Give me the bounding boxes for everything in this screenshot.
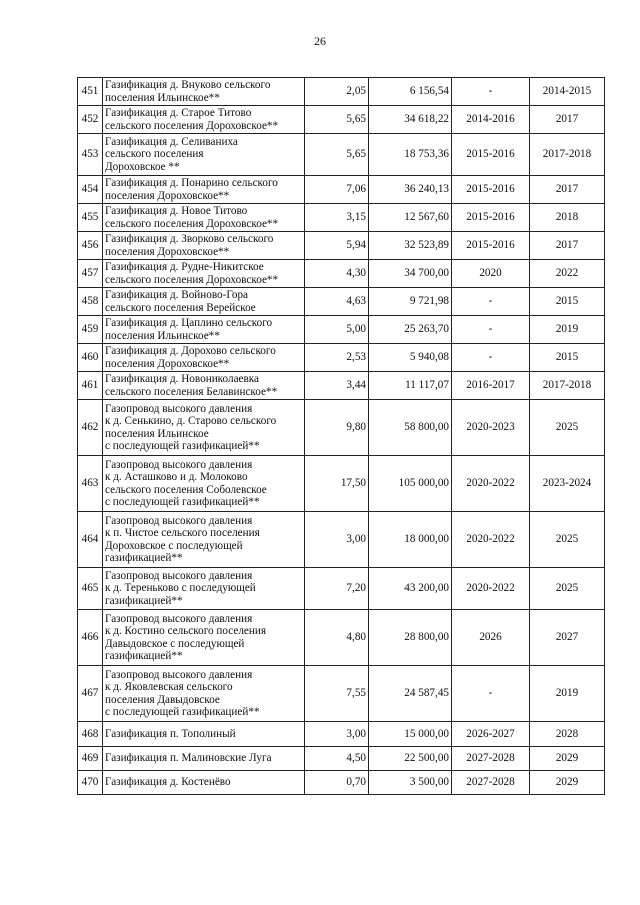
- pipeline-length: 4,80: [305, 610, 369, 666]
- design-period: 2020: [452, 260, 530, 288]
- object-name-line: Дороховское с последующей: [105, 539, 243, 552]
- cost-value: 34 700,00: [369, 260, 452, 288]
- construction-period: 2017-2018: [530, 134, 605, 176]
- construction-period: 2014-2015: [530, 78, 605, 106]
- design-period: 2020-2023: [452, 400, 530, 456]
- design-period: -: [452, 666, 530, 722]
- row-number: 461: [78, 372, 103, 400]
- construction-period: 2029: [530, 771, 605, 795]
- object-name-line: газификацией**: [105, 650, 183, 662]
- construction-period: 2017: [530, 232, 605, 260]
- pipeline-length: 7,20: [305, 568, 369, 610]
- table-row: [78, 78, 605, 106]
- table-row: [78, 512, 605, 568]
- object-name-line: сельского поселения Белавинское**: [105, 385, 278, 398]
- pipeline-length: 4,30: [305, 260, 369, 288]
- design-period: 2016-2017: [452, 372, 530, 400]
- pipeline-length: 0,70: [305, 771, 369, 795]
- pipeline-length: 5,94: [305, 232, 369, 260]
- cost-value: 18 753,36: [369, 134, 452, 176]
- construction-period: 2015: [530, 344, 605, 372]
- object-name-line: Газопровод высокого давления: [105, 668, 253, 681]
- object-name-line: сельского поселения Дороховское**: [105, 273, 279, 286]
- construction-period: 2019: [530, 666, 605, 722]
- row-number: 465: [78, 568, 103, 610]
- object-name: [103, 288, 305, 316]
- cost-value: 36 240,13: [369, 176, 452, 204]
- object-name-line: Газификация д. Внуково сельского: [105, 79, 271, 91]
- row-number: 462: [78, 400, 103, 456]
- gasification-table: [77, 77, 605, 795]
- design-period: -: [452, 316, 530, 344]
- object-name: [103, 134, 305, 176]
- object-name: [103, 78, 305, 106]
- object-name-line: сельского поселения Дороховское**: [105, 217, 279, 230]
- object-name-line: поселения Дороховское**: [105, 357, 230, 370]
- construction-period: 2025: [530, 400, 605, 456]
- cost-value: 24 587,45: [369, 666, 452, 722]
- construction-period: 2029: [530, 747, 605, 771]
- object-name-line: к д. Асташково и д. Молоково: [105, 471, 248, 483]
- object-name-line: Газопровод высокого давления: [105, 402, 253, 415]
- pipeline-length: 17,50: [305, 456, 369, 512]
- design-period: 2014-2016: [452, 106, 530, 134]
- cost-value: 22 500,00: [369, 747, 452, 771]
- design-period: 2026: [452, 610, 530, 666]
- cost-value: 11 117,07: [369, 372, 452, 400]
- construction-period: 2028: [530, 722, 605, 747]
- construction-period: 2015: [530, 288, 605, 316]
- object-name: [103, 260, 305, 288]
- pipeline-length: 7,06: [305, 176, 369, 204]
- construction-period: 2025: [530, 512, 605, 568]
- design-period: -: [452, 78, 530, 106]
- cost-value: 34 618,22: [369, 106, 452, 134]
- pipeline-length: 5,00: [305, 316, 369, 344]
- design-period: 2027-2028: [452, 747, 530, 771]
- row-number: 466: [78, 610, 103, 666]
- design-period: 2015-2016: [452, 232, 530, 260]
- table-row: [78, 400, 605, 456]
- cost-value: 58 800,00: [369, 400, 452, 456]
- object-name: [103, 610, 305, 666]
- table-row: [78, 568, 605, 610]
- row-number: 469: [78, 747, 103, 771]
- pipeline-length: 2,53: [305, 344, 369, 372]
- object-name: [103, 232, 305, 260]
- table-row: [78, 176, 605, 204]
- object-name-line: поселения Ильинское: [105, 427, 209, 440]
- design-period: 2027-2028: [452, 771, 530, 795]
- row-number: 454: [78, 176, 103, 204]
- pipeline-length: 3,15: [305, 204, 369, 232]
- object-name-line: газификацией**: [105, 552, 183, 564]
- object-name-line: к д. Сенькино, д. Старово сельского: [105, 415, 277, 427]
- object-name-line: сельского поселения: [105, 148, 204, 161]
- object-name-line: поселения Давыдовское: [105, 693, 220, 706]
- cost-value: 43 200,00: [369, 568, 452, 610]
- table-row: [78, 344, 605, 372]
- object-name-line: Газификация п. Малиновские Луга: [105, 752, 272, 765]
- design-period: 2026-2027: [452, 722, 530, 747]
- construction-period: 2017-2018: [530, 372, 605, 400]
- object-name-line: Газификация д. Костенёво: [105, 776, 231, 789]
- construction-period: 2022: [530, 260, 605, 288]
- row-number: 453: [78, 134, 103, 176]
- object-name-line: Газификация д. Новониколаевка: [105, 373, 260, 385]
- pipeline-length: 5,65: [305, 106, 369, 134]
- cost-value: 5 940,08: [369, 344, 452, 372]
- construction-period: 2018: [530, 204, 605, 232]
- cost-value: 18 000,00: [369, 512, 452, 568]
- pipeline-length: 9,80: [305, 400, 369, 456]
- row-number: 457: [78, 260, 103, 288]
- object-name-line: Газификация д. Старое Титово: [105, 107, 252, 119]
- construction-period: 2019: [530, 316, 605, 344]
- object-name: [103, 512, 305, 568]
- cost-value: 28 800,00: [369, 610, 452, 666]
- row-number: 455: [78, 204, 103, 232]
- object-name-line: Давыдовское с последующей: [105, 637, 245, 650]
- table-row: [78, 260, 605, 288]
- object-name-line: к д. Тереньково с последующей: [105, 582, 256, 595]
- cost-value: 3 500,00: [369, 771, 452, 795]
- construction-period: 2017: [530, 176, 605, 204]
- object-name: [103, 568, 305, 610]
- design-period: 2015-2016: [452, 134, 530, 176]
- page-number: 26: [314, 34, 326, 48]
- pipeline-length: 5,65: [305, 134, 369, 176]
- object-name-line: с последующей газификацией**: [105, 496, 260, 508]
- design-period: -: [452, 288, 530, 316]
- construction-period: 2023-2024: [530, 456, 605, 512]
- table-row: [78, 106, 605, 134]
- table-row: [78, 610, 605, 666]
- object-name-line: газификацией**: [105, 594, 183, 607]
- row-number: 464: [78, 512, 103, 568]
- object-name-line: Газификация д. Рудне-Никитское: [105, 261, 264, 273]
- object-name-line: Газификация п. Тополиный: [105, 727, 236, 740]
- cost-value: 6 156,54: [369, 78, 452, 106]
- row-number: 452: [78, 106, 103, 134]
- object-name-line: поселения Ильинское**: [105, 91, 220, 104]
- cost-value: 32 523,89: [369, 232, 452, 260]
- object-name-line: Газификация д. Понарино сельского: [105, 177, 278, 189]
- cost-value: 105 000,00: [369, 456, 452, 512]
- object-name: [103, 344, 305, 372]
- row-number: 463: [78, 456, 103, 512]
- object-name-line: Газификация д. Войново-Гора: [105, 289, 249, 301]
- cost-value: 9 721,98: [369, 288, 452, 316]
- row-number: 451: [78, 78, 103, 106]
- pipeline-length: 4,63: [305, 288, 369, 316]
- object-name-line: сельского поселения Соболевское: [105, 483, 267, 496]
- row-number: 458: [78, 288, 103, 316]
- cost-value: 25 263,70: [369, 316, 452, 344]
- object-name: [103, 771, 305, 795]
- object-name-line: сельского поселения Дороховское**: [105, 119, 279, 132]
- design-period: 2015-2016: [452, 204, 530, 232]
- cost-value: 15 000,00: [369, 722, 452, 747]
- cost-value: 12 567,60: [369, 204, 452, 232]
- object-name-line: поселения Ильинское**: [105, 329, 220, 342]
- table-row: [78, 134, 605, 176]
- row-number: 460: [78, 344, 103, 372]
- object-name-line: Газопровод высокого давления: [105, 569, 253, 582]
- row-number: 467: [78, 666, 103, 722]
- design-period: -: [452, 344, 530, 372]
- object-name-line: к д. Яковлевская сельского: [105, 681, 233, 693]
- table-row: [78, 722, 605, 747]
- object-name-line: Дороховское **: [105, 160, 180, 173]
- construction-period: 2027: [530, 610, 605, 666]
- table-row: [78, 316, 605, 344]
- object-name: [103, 722, 305, 747]
- object-name-line: с последующей газификацией**: [105, 440, 260, 452]
- table-row: [78, 232, 605, 260]
- object-name-line: к п. Чистое сельского поселения: [105, 527, 260, 539]
- pipeline-length: 7,55: [305, 666, 369, 722]
- table-row: [78, 288, 605, 316]
- object-name-line: сельского поселения Верейское: [105, 301, 256, 314]
- object-name-line: Газификация д. Дорохово сельского: [105, 345, 276, 357]
- design-period: 2020-2022: [452, 512, 530, 568]
- object-name-line: Газопровод высокого давления: [105, 514, 253, 527]
- design-period: 2015-2016: [452, 176, 530, 204]
- row-number: 459: [78, 316, 103, 344]
- table-row: [78, 204, 605, 232]
- object-name: [103, 204, 305, 232]
- construction-period: 2025: [530, 568, 605, 610]
- row-number: 456: [78, 232, 103, 260]
- object-name-line: Газификация д. Новое Титово: [105, 205, 248, 217]
- pipeline-length: 4,50: [305, 747, 369, 771]
- object-name: [103, 176, 305, 204]
- object-name-line: Газификация д. Зворково сельского: [105, 233, 274, 245]
- pipeline-length: 3,00: [305, 722, 369, 747]
- table-row: [78, 666, 605, 722]
- pipeline-length: 2,05: [305, 78, 369, 106]
- object-name-line: Газификация д. Селиваниха: [105, 135, 238, 148]
- object-name-line: поселения Дороховское**: [105, 189, 230, 202]
- table-row: [78, 372, 605, 400]
- object-name-line: Газопровод высокого давления: [105, 612, 253, 625]
- row-number: 470: [78, 771, 103, 795]
- row-number: 468: [78, 722, 103, 747]
- construction-period: 2017: [530, 106, 605, 134]
- design-period: 2020-2022: [452, 456, 530, 512]
- object-name: [103, 316, 305, 344]
- pipeline-length: 3,00: [305, 512, 369, 568]
- table-row: [78, 771, 605, 795]
- object-name: [103, 456, 305, 512]
- object-name: [103, 666, 305, 722]
- table-row: [78, 747, 605, 771]
- object-name-line: Газификация д. Цаплино сельского: [105, 317, 273, 329]
- object-name: [103, 106, 305, 134]
- object-name-line: к д. Костино сельского поселения: [105, 625, 266, 637]
- object-name: [103, 400, 305, 456]
- object-name-line: с последующей газификацией**: [105, 706, 260, 718]
- object-name: [103, 747, 305, 771]
- object-name: [103, 372, 305, 400]
- table-row: [78, 456, 605, 512]
- pipeline-length: 3,44: [305, 372, 369, 400]
- object-name-line: поселения Дороховское**: [105, 245, 230, 258]
- design-period: 2020-2022: [452, 568, 530, 610]
- object-name-line: Газопровод высокого давления: [105, 458, 253, 471]
